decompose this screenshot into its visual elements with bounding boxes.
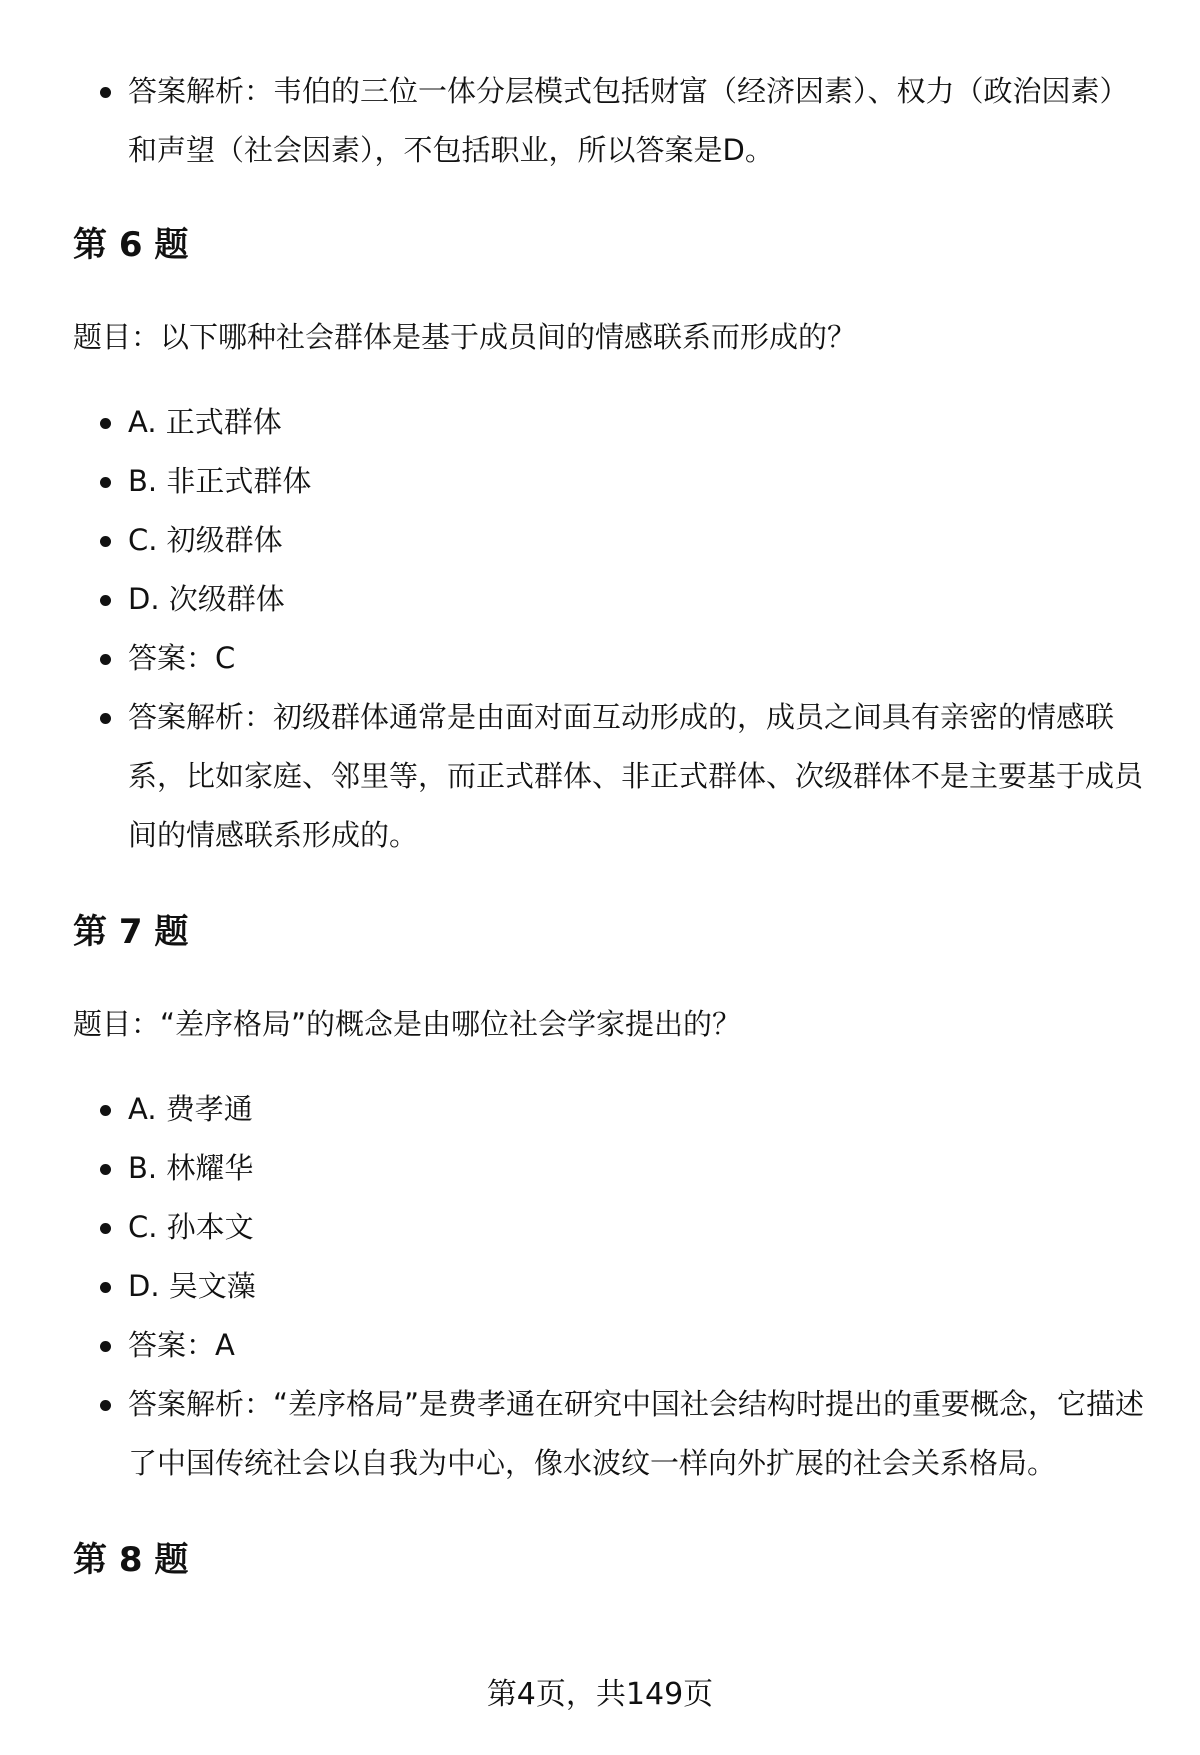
q7-answer: 答案：A: [73, 1316, 1148, 1375]
q7-heading: 第 7 题: [73, 912, 189, 952]
page-footer: 第4页，共149页: [486, 1677, 714, 1712]
q7-option-d: D. 吴文藻: [73, 1257, 1148, 1316]
prev-explanation: 答案解析：韦伯的三位一体分层模式包括财富（经济因素）、权力（政治因素）和声望（社会因素），不包括职业，所以答案是D。: [73, 62, 1148, 180]
q7-option-c: C. 孙本文: [73, 1198, 1148, 1257]
q6-option-a: A. 正式群体: [73, 393, 1148, 452]
q6-heading: 第 6 题: [73, 225, 189, 265]
q6-option-list: [73, 393, 1148, 865]
q6-option-c: C. 初级群体: [73, 511, 1148, 570]
q6-answer: 答案：C: [73, 629, 1148, 688]
q6-option-b: B. 非正式群体: [73, 452, 1148, 511]
q7-question: 题目：“差序格局”的概念是由哪位社会学家提出的？: [73, 1007, 742, 1041]
q6-explanation: 答案解析：初级群体通常是由面对面互动形成的，成员之间具有亲密的情感联系，比如家庭、邻里等，而正式群体、非正式群体、次级群体不是主要基于成员间的情感联系形成的。: [73, 688, 1148, 865]
q6-question: 题目：以下哪种社会群体是基于成员间的情感联系而形成的？: [73, 320, 857, 354]
q7-option-b: B. 林耀华: [73, 1139, 1148, 1198]
q8-heading: 第 8 题: [73, 1540, 189, 1580]
page-content: [73, 62, 1148, 1580]
q7-option-a: A. 费孝通: [73, 1080, 1148, 1139]
q6-option-d: D. 次级群体: [73, 570, 1148, 629]
q7-explanation: 答案解析：“差序格局”是费孝通在研究中国社会结构时提出的重要概念，它描述了中国传统社会以自我为中心，像水波纹一样向外扩展的社会关系格局。: [73, 1375, 1148, 1493]
prev-question-list: [73, 62, 1148, 180]
q7-option-list: [73, 1080, 1148, 1493]
